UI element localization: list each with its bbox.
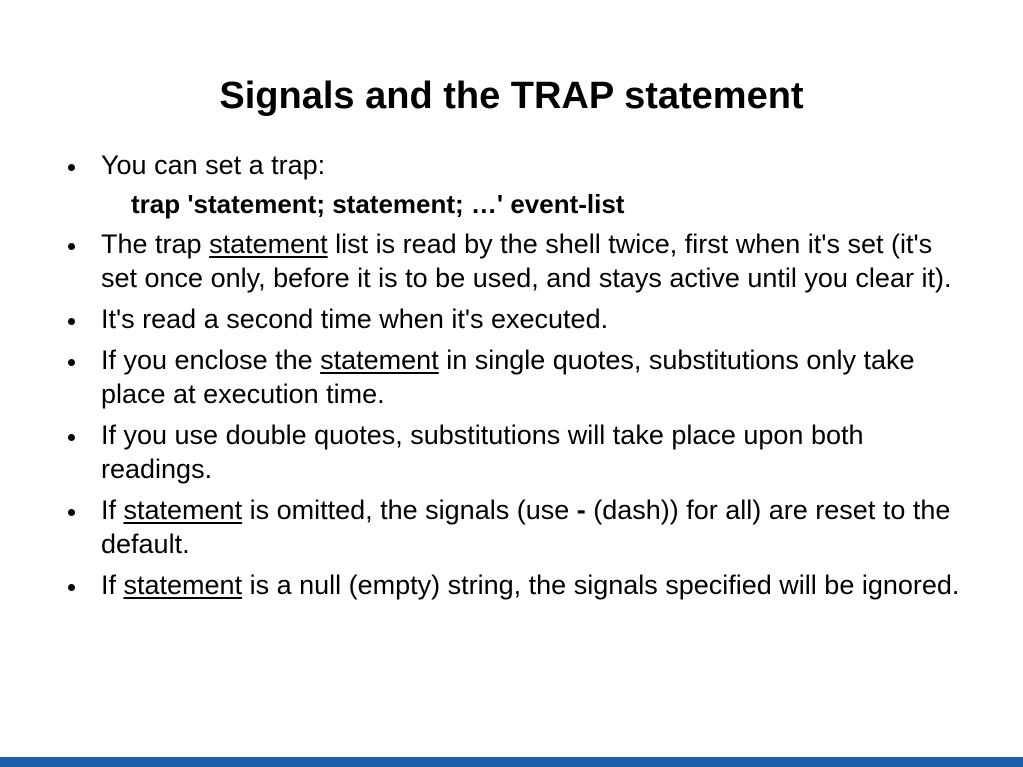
bullet-text: If you use double quotes, substitutions will take place upon both readings.: [101, 420, 864, 484]
bullet-item: [62, 148, 962, 182]
underlined-keyword: statement: [123, 495, 243, 525]
bullet-item: [62, 568, 962, 602]
code-example: trap 'statement; statement; …' event-list: [131, 189, 625, 219]
bullet-dot: [68, 584, 75, 591]
bullet-item: [62, 227, 962, 295]
bullet-text-post: is a null (empty) string, the signals specified will be ignored.: [242, 570, 960, 600]
bullet-text-pre: The trap: [101, 229, 210, 259]
bullet-item: [62, 302, 962, 336]
bullet-dot: [68, 509, 75, 516]
underlined-keyword: statement: [209, 229, 328, 259]
bullet-item: [62, 493, 962, 561]
bullet-text: It's read a second time when it's executed.: [101, 304, 609, 334]
bold-dash: -: [576, 495, 586, 525]
bullet-dot: [68, 318, 75, 325]
slide-title: Signals and the TRAP statement: [219, 75, 804, 117]
bullet-dot: [68, 434, 75, 441]
bullet-item: [62, 343, 962, 411]
bullet-text-mid: is omitted, the signals (use: [242, 495, 577, 525]
bullet-dot: [68, 359, 75, 366]
bullet-list: [62, 148, 962, 609]
bullet-text-pre: If: [101, 570, 124, 600]
bullet-item: [62, 418, 962, 486]
bullet-dot: [68, 164, 75, 171]
bullet-dot: [68, 243, 75, 250]
bullet-text-pre: If: [101, 495, 124, 525]
underlined-keyword: statement: [123, 570, 243, 600]
bullet-text-post: in single quotes, substitutions only take place at execution time.: [101, 345, 915, 409]
bullet-text-post: list is read by the shell twice, first when it's set (it's set once only, before it is to be used, and stays active until you clear it).: [101, 229, 952, 293]
underlined-keyword: statement: [320, 345, 439, 375]
bullet-text-pre: If you enclose the: [101, 345, 321, 375]
bullet-text: You can set a trap:: [101, 150, 326, 180]
footer-bar: [0, 757, 1023, 767]
bullet-text-post: (dash)) for all) are reset to the default.: [101, 495, 951, 559]
